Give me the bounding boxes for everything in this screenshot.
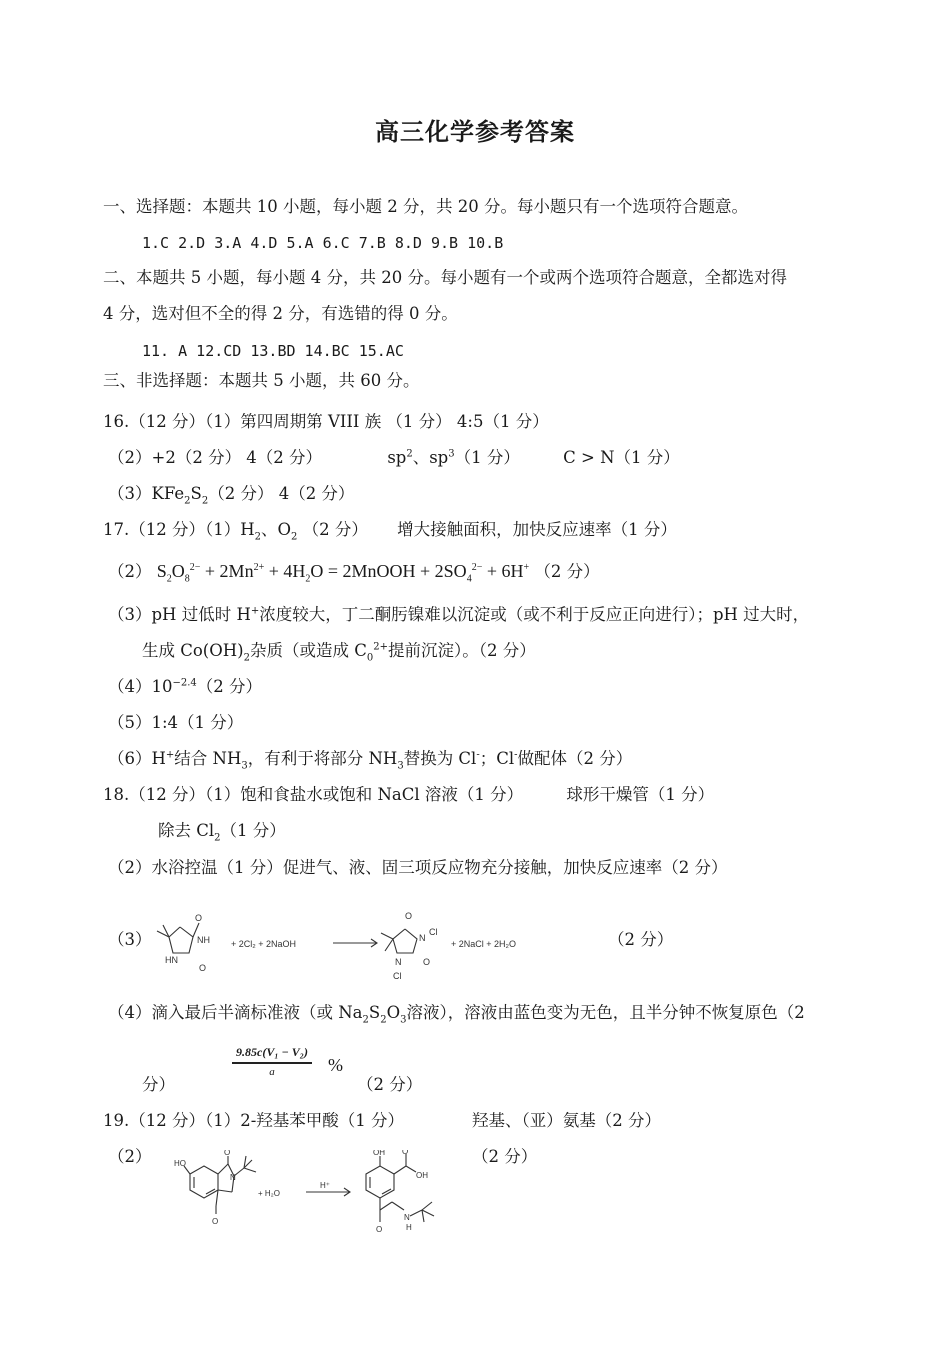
- q19-line1-b: 羟基、（亚）氨基（2 分）: [472, 1111, 661, 1130]
- reagents-text: + 2Cl₂ + 2NaOH: [231, 939, 297, 949]
- formula-percent: %: [328, 1055, 343, 1075]
- page-title: 高三化学参考答案: [375, 118, 575, 146]
- q19-line2-score: （2 分）: [472, 1147, 538, 1166]
- formula-denominator: a: [269, 1066, 275, 1078]
- atom-n-cl-2: N: [395, 957, 402, 967]
- q17-line6: （5）1:4（1 分）: [108, 713, 244, 732]
- q16-line2: [108, 447, 680, 469]
- atom-n-cl-1: N: [419, 933, 426, 943]
- products-text: + 2NaCl + 2H₂O: [451, 939, 517, 949]
- q18-formula: [232, 1045, 343, 1078]
- q18-reaction-scheme: [155, 905, 545, 983]
- atom-o: O: [195, 913, 203, 923]
- q16-formula-score: （2 分） 4（2 分）: [208, 484, 355, 503]
- atom-o7: O: [402, 1150, 409, 1156]
- q19-line1: 19.（12 分）（1）2-羟基苯甲酸（1 分）: [103, 1111, 405, 1130]
- q17-line4: 生成 $Co(OH)_2$杂质（或造成 $C_0^{2+}$提前沉淀）。（2 分）: [142, 641, 536, 664]
- q16-formula-a: （3）KFe: [108, 484, 185, 503]
- product-structure: [366, 1154, 434, 1222]
- atom-n: N: [230, 1173, 236, 1182]
- sec2-heading-1: 二、本题共 5 小题，每小题 4 分，共 20 分。每小题有一个或两个选项符合题意，全都选对得: [103, 268, 787, 287]
- q16-line1: 16.（12 分）（1）第四周期第 VIII 族 （1 分） 4:5（1 分）: [103, 412, 549, 431]
- q16-hybridization: $sp^2$、$sp^3$: [387, 448, 455, 467]
- sec3-heading: 三、非选择题：本题共 5 小题，共 60 分。: [103, 371, 420, 390]
- q18-line6-b: （2 分）: [357, 1075, 423, 1094]
- atom-o3: O: [405, 911, 413, 921]
- q17-line1: 17.（12 分）$(1)H_2$、$O_2$ （2 分） 增大接触面积，加快反应速率（1 分）: [103, 520, 677, 543]
- q18-line4-label: （3）: [108, 930, 152, 949]
- q18-line1: 18.（12 分）（1）饱和食盐水或饱和 NaCl 溶液（1 分） 球形干燥管（1 分）: [103, 785, 715, 804]
- atom-cl-1: Cl: [429, 927, 438, 937]
- sec1-answers: 1.C 2.D 3.A 4.D 5.A 6.C 7.B 8.D 9.B 10.B: [142, 234, 504, 252]
- dichlorohydantoin-structure: [381, 929, 417, 953]
- acid-catalyst: H⁺: [320, 1181, 330, 1190]
- atom-o2: O: [199, 963, 207, 973]
- q18-line3: （2）水浴控温（1 分）促进气、液、固三项反应物充分接触，加快反应速率（2 分）: [108, 858, 728, 877]
- q19-reaction-scheme: [170, 1150, 460, 1240]
- q17-line3: （3）pH 过低时 H+浓度较大，丁二酮肟镍难以沉淀或（或不利于反应正向进行）；pH 过大时，: [108, 605, 810, 624]
- atom-o6: O: [212, 1217, 219, 1226]
- atom-ho: HO: [174, 1159, 186, 1168]
- atom-o8: O: [376, 1225, 383, 1234]
- q19-line2-label: （2）: [108, 1147, 152, 1166]
- atom-h: H: [406, 1223, 412, 1232]
- atom-cl-2: Cl: [393, 971, 402, 981]
- atom-o4: O: [423, 957, 431, 967]
- formula-numerator: 9.85c(V₁ − V₂): [232, 1045, 312, 1064]
- q18-line4-score: （2 分）: [608, 930, 674, 949]
- atom-oh: OH: [373, 1150, 385, 1157]
- atom-hn: HN: [165, 955, 178, 965]
- q18-line2: 除去 $Cl_2(1$ 分）: [158, 821, 286, 844]
- reactant-structure: [184, 1156, 256, 1214]
- sec2-answers: 11. A 12.CD 13.BD 14.BC 15.AC: [142, 342, 404, 360]
- atom-nh2: N: [404, 1213, 410, 1222]
- q16-hybridization-score: （1 分）: [454, 448, 520, 467]
- q17-line7: （6）H+结合 $NH_3$，有利于将部分 $NH_3$替换为 Cl-；Cl-做配体（2 分）: [108, 749, 633, 772]
- q17-line2: （2） $S_2O_8^{2-} + 2Mn^{2+} + 4H_2O$ = 2MnOOH + $2SO_4^{2-} + 6H^+$ （2 分）: [108, 561, 600, 585]
- q16-line3: $(3)KFe_2S_2(2$ 分） 4（2 分）: [108, 484, 355, 507]
- q18-line5: （4）滴入最后半滴标准液（或 $Na_2S_2O_3$溶液），溶液由蓝色变为无色，且半分钟不恢复原色（2: [108, 1003, 805, 1026]
- reaction-arrow: [333, 939, 377, 947]
- sec1-heading: 一、选择题：本题共 10 小题，每小题 2 分，共 20 分。每小题只有一个选项符合题意。: [103, 197, 748, 216]
- q18-line6-a: 分）: [142, 1075, 175, 1094]
- hydantoin-structure: [157, 923, 199, 953]
- sec2-heading-2: 4 分，选对但不全的得 2 分，有选错的得 0 分。: [103, 304, 458, 323]
- q17-ionic-equation: $S_2O_8^{2-} + 2Mn^{2+} + 4H_2O$ = 2MnOOH + $2SO_4^{2-} + 6H^+$: [156, 561, 530, 585]
- atom-nh: NH: [197, 935, 210, 945]
- water-reagent: + H₂O: [258, 1189, 280, 1198]
- atom-oh2: OH: [416, 1171, 428, 1180]
- atom-o5: O: [224, 1150, 231, 1157]
- q16-part2-valence: （2）+2（2 分） 4（2 分）: [108, 448, 323, 467]
- q16-electronegativity: C > N（1 分）: [563, 448, 680, 467]
- q17-line5: $(4)10^{-2.4}(2$ 分）: [108, 677, 263, 696]
